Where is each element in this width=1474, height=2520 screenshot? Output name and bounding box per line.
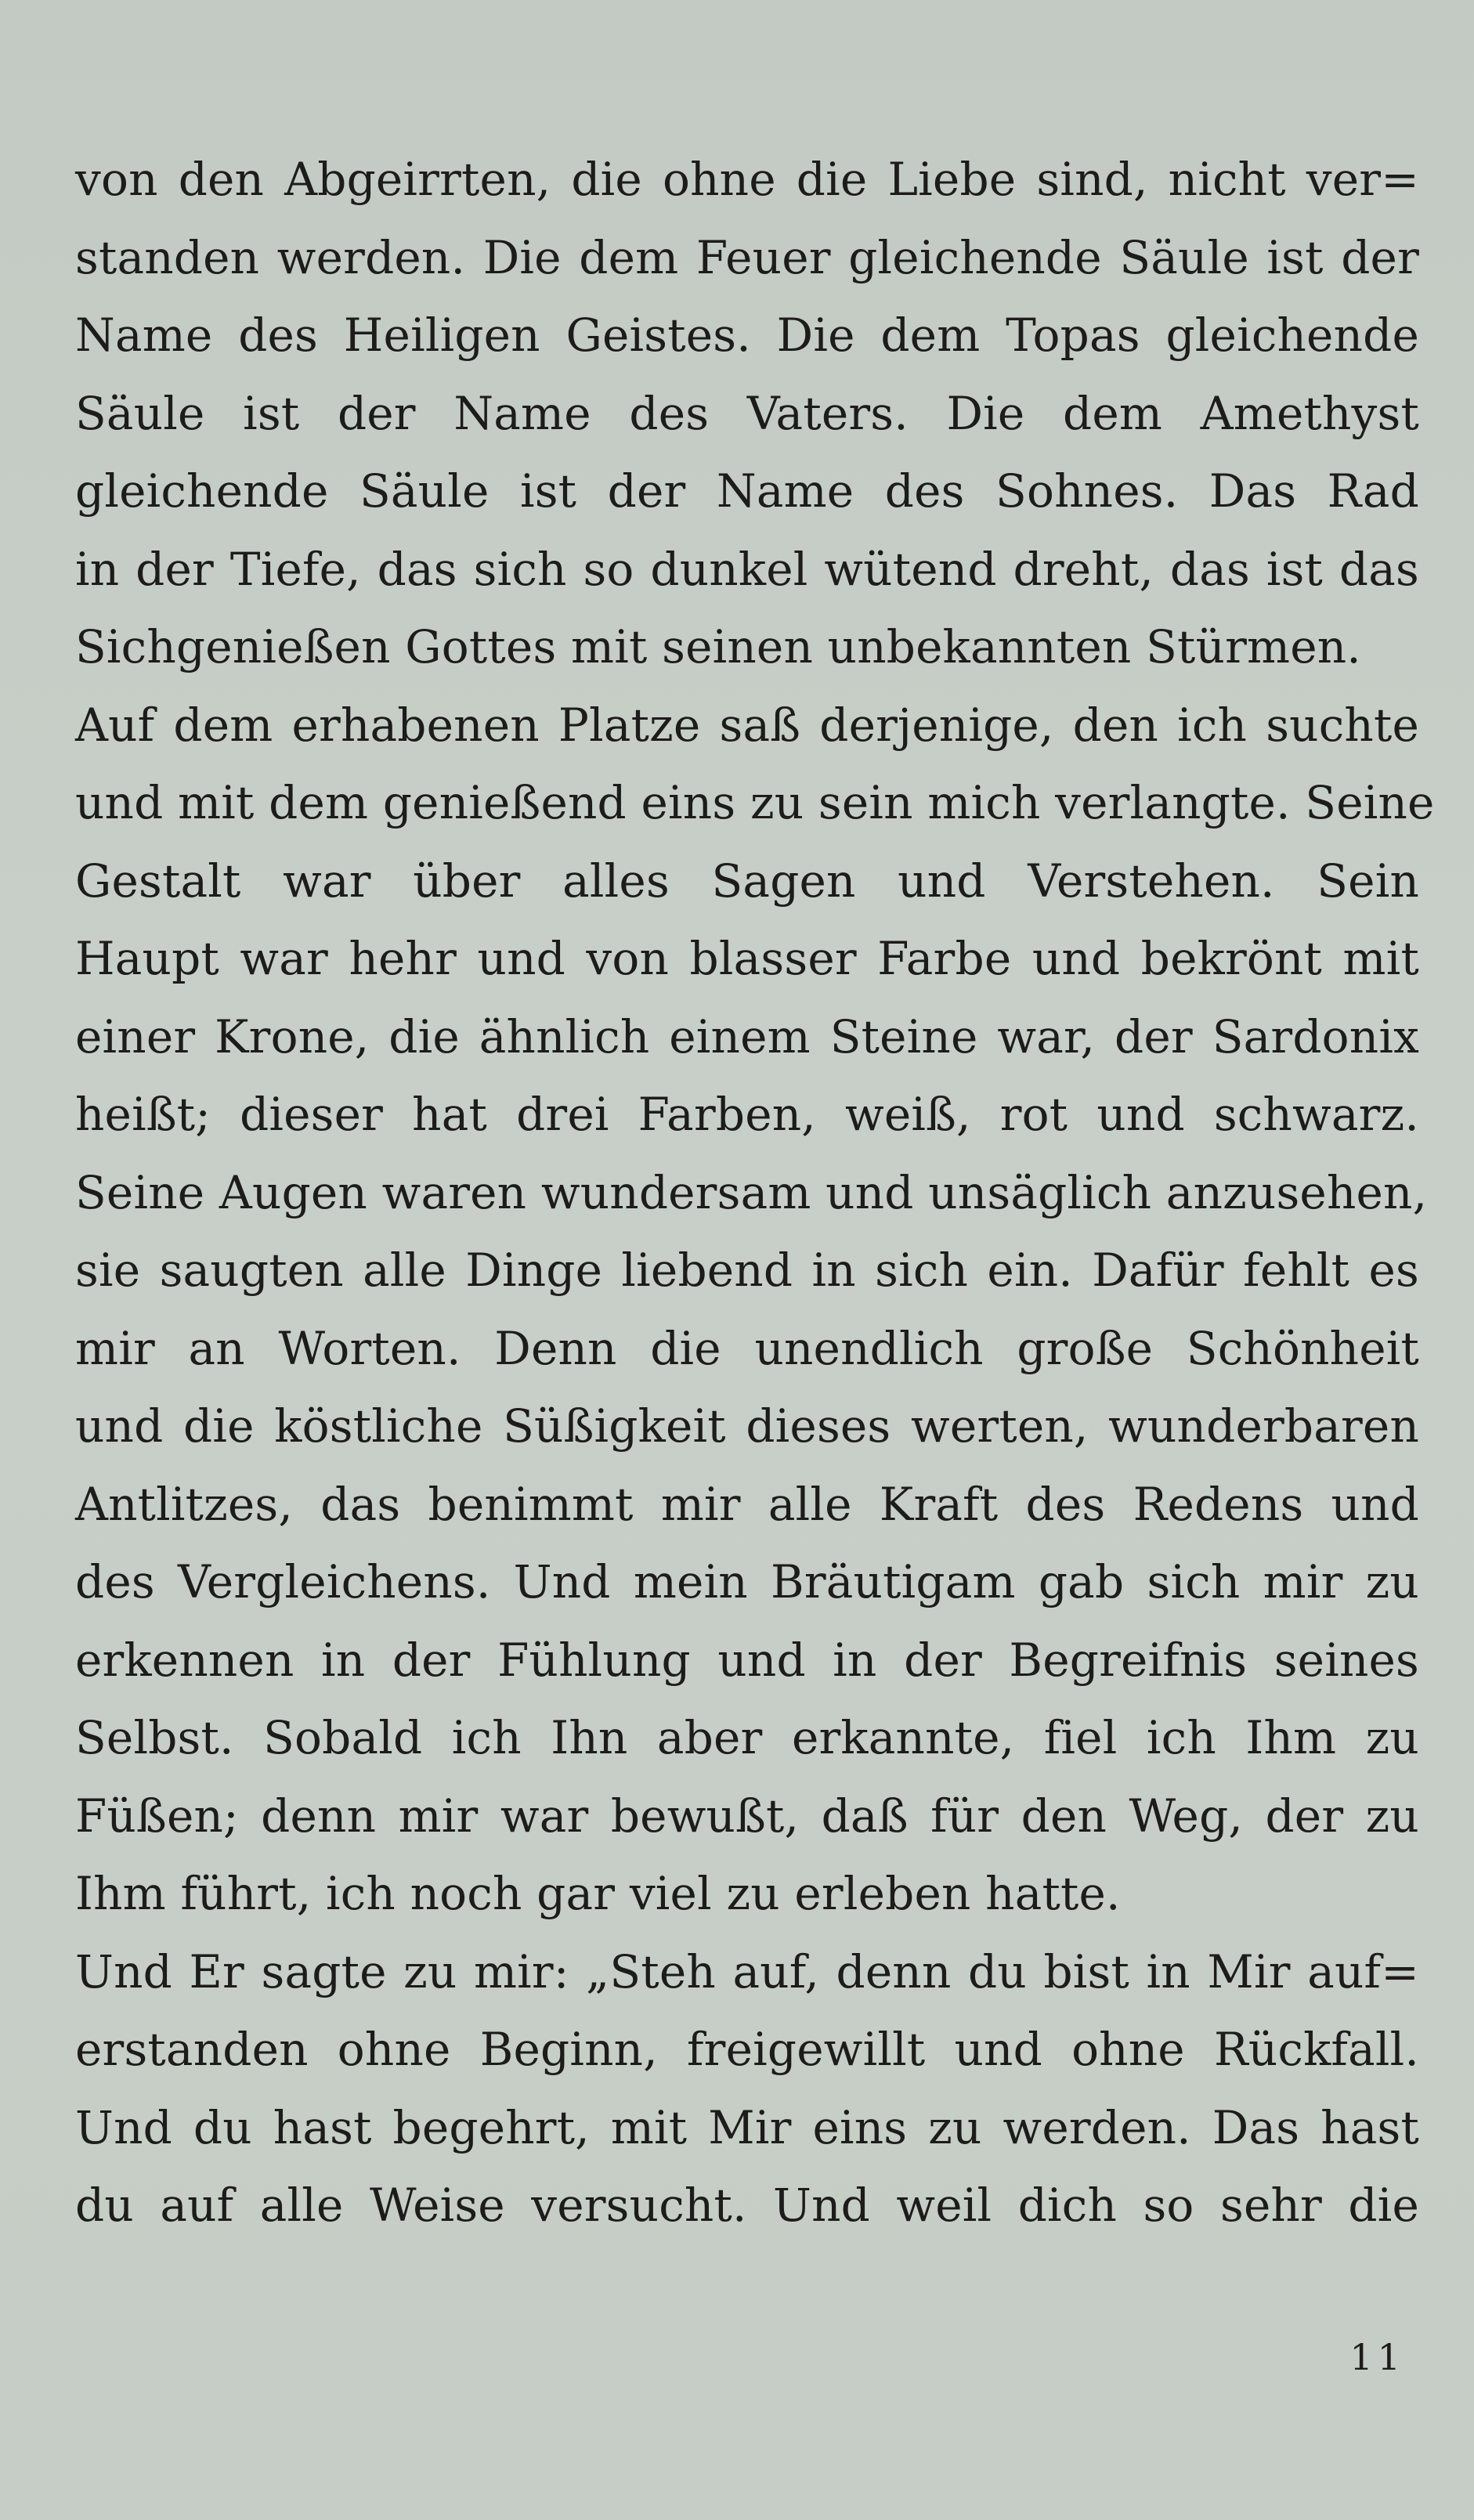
text-line: von den Abgeirrten, die ohne die Liebe sind, nicht ver= — [75, 153, 1419, 206]
text-line: Säule ist der Name des Vaters. Die dem Amethyst — [75, 386, 1419, 440]
page-number: 11 — [1349, 2336, 1405, 2378]
text-line: des Vergleichens. Und mein Bräutigam gab sich mir zu — [75, 1555, 1419, 1608]
text-line: heißt; dieser hat drei Farben, weiß, rot und schwarz. — [75, 1088, 1419, 1141]
text-line: Name des Heiligen Geistes. Die dem Topas gleichende — [75, 309, 1419, 362]
text-line: Antlitzes, das benimmt mir alle Kraft des Redens und — [75, 1477, 1419, 1531]
text-line: Selbst. Sobald ich Ihn aber erkannte, fiel ich Ihm zu — [75, 1711, 1419, 1764]
text-line: Haupt war hehr und von blasser Farbe und bekrönt mit — [75, 932, 1419, 985]
body-text — [75, 141, 1435, 2245]
text-line: Füßen; denn mir war bewußt, daß für den Weg, der zu — [75, 1789, 1419, 1843]
text-line: einer Krone, die ähnlich einem Steine war, der Sardonix — [75, 1009, 1419, 1063]
text-line: erstanden ohne Beginn, freigewillt und ohne Rückfall. — [75, 2023, 1419, 2076]
text-line: Und du hast begehrt, mit Mir eins zu werden. Das hast — [75, 2100, 1419, 2154]
text-line: mir an Worten. Denn die unendlich große Schönheit — [75, 1321, 1419, 1375]
text-line: Und Er sagte zu mir: „Steh auf, denn du bist in Mir auf= — [75, 1944, 1419, 1998]
text-line: gleichende Säule ist der Name des Sohnes. Das Rad — [75, 464, 1419, 518]
text-line: standen werden. Die dem Feuer gleichende Säule ist der — [75, 230, 1419, 284]
text-line: Auf dem erhabenen Platze saß derjenige, den ich suchte — [75, 698, 1419, 752]
text-line: Ihm führt, ich noch gar viel zu erleben hatte. — [75, 1867, 1121, 1920]
text-line: Sichgenießen Gottes mit seinen unbekannten Stürmen. — [75, 620, 1361, 673]
text-line: und die köstliche Süßigkeit dieses werten, wunderbaren — [75, 1399, 1419, 1453]
text-line: du auf alle Weise versucht. Und weil dich so sehr die — [75, 2179, 1419, 2232]
text-line: Gestalt war über alles Sagen und Verstehen. Sein — [75, 854, 1419, 908]
text-line: Seine Augen waren wundersam und unsäglich anzusehen, — [75, 1165, 1428, 1219]
text-line: sie saugten alle Dinge liebend in sich ein. Dafür fehlt es — [75, 1244, 1419, 1297]
text-line: in der Tiefe, das sich so dunkel wütend dreht, das ist das — [75, 542, 1419, 596]
text-line: und mit dem genießend eins zu sein mich verlangte. Seine — [75, 776, 1435, 829]
text-line: erkennen in der Fühlung und in der Begreifnis seines — [75, 1633, 1419, 1687]
